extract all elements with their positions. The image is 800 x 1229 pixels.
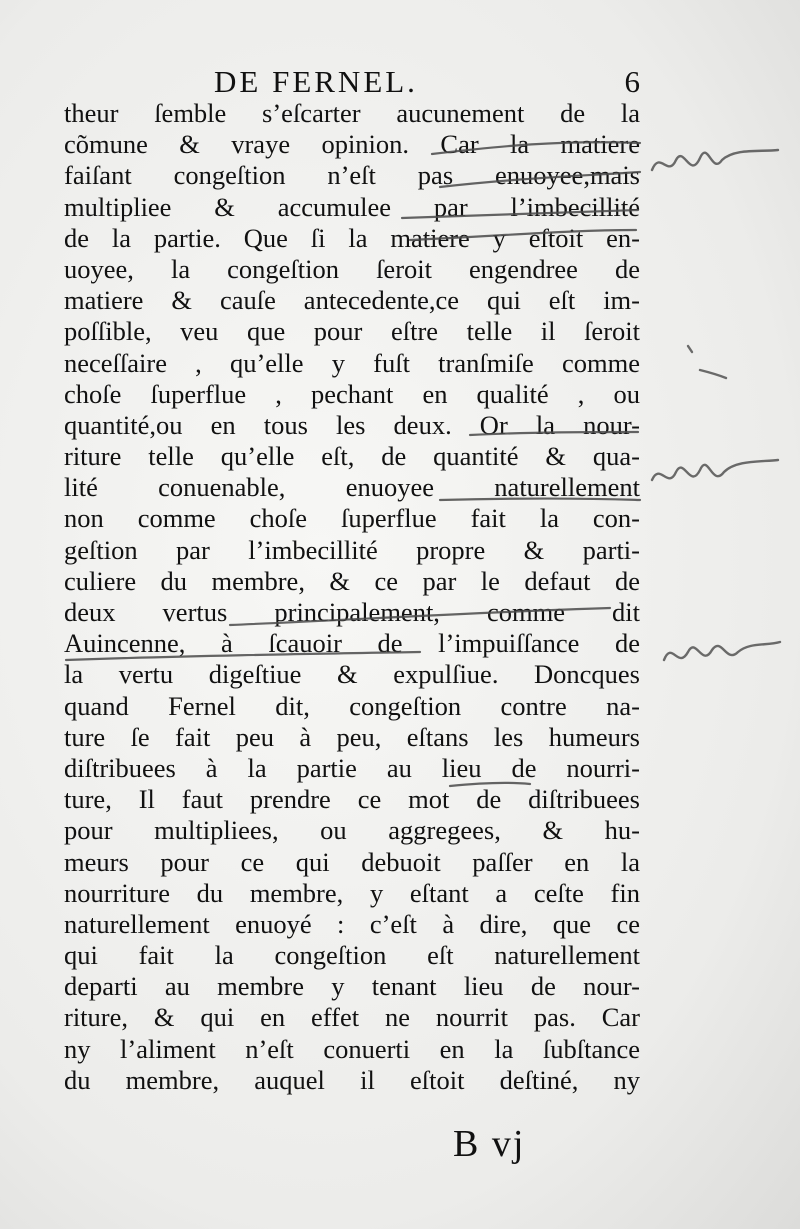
text-line: poſſible, veu que pour eſtre telle il ſeroit	[64, 316, 640, 347]
signature-mark: B vj	[453, 1123, 526, 1165]
text-line: du membre, auquel il eſtoit deſtiné, ny	[64, 1064, 640, 1095]
text-line: quantité,ou en tous les deux. Or la nour-	[64, 409, 640, 440]
margin-tick-mark	[700, 370, 726, 378]
text-line: la vertu digeſtiue & expulſiue. Doncques	[64, 659, 640, 690]
margin-tick-mark	[688, 346, 692, 352]
text-line: ny l’aliment n’eſt conuerti en la ſubſtance	[64, 1033, 640, 1064]
text-line: deux vertus principalement, comme dit	[64, 597, 640, 627]
text-line: theur ſemble s’eſcarter aucunement de la	[64, 98, 640, 128]
text-line: quand Fernel dit, congeſtion contre na-	[64, 690, 640, 721]
margin-nota-mark	[652, 460, 778, 480]
text-line: pour multipliees, ou aggregees, & hu-	[64, 815, 640, 846]
text-line: multipliee & accumulee par l’imbecillité	[64, 191, 640, 222]
body-text	[64, 98, 640, 1096]
text-line: diſtribuees à la partie au lieu de nourri-	[64, 752, 640, 783]
text-line: geſtion par l’imbecillité propre & parti-	[64, 534, 640, 565]
text-line: Auincenne, à ſcauoir de l’impuiſſance de	[64, 628, 640, 659]
text-line: uoyee, la congeſtion ſeroit engendree de	[64, 253, 640, 284]
margin-nota-mark	[652, 150, 778, 170]
text-line: choſe ſuperflue , pechant en qualité , ou	[64, 378, 640, 409]
margin-nota-mark	[664, 642, 780, 660]
text-line: non comme choſe ſuperflue fait la con-	[64, 503, 640, 534]
text-line: neceſſaire , qu’elle y fuſt tranſmiſe comme	[64, 347, 640, 378]
running-title: DE FERNEL.	[214, 64, 418, 99]
page-number: 6	[624, 64, 640, 99]
text-line: ture ſe fait peu à peu, eſtans les humeurs	[64, 721, 640, 752]
text-line: cõmune & vraye opinion. Car la matiere	[64, 129, 640, 160]
text-line: riture, & qui en effet ne nourrit pas. Car	[64, 1002, 640, 1033]
text-line: culiere du membre, & ce par le defaut de	[64, 565, 640, 596]
text-line: meurs pour ce qui debuoit paſſer en la	[64, 846, 640, 877]
text-line: qui fait la congeſtion eſt naturellement	[64, 940, 640, 971]
text-line: faiſant congeſtion n’eſt pas enuoyee,mais	[64, 160, 640, 191]
text-line: nourriture du membre, y eſtant a ceſte fin	[64, 877, 640, 908]
text-line: naturellement enuoyé : c’eſt à dire, que ce	[64, 908, 640, 939]
text-line: de la partie. Que ſi la matiere y eſtoit en-	[64, 222, 640, 253]
text-line: ture, Il faut prendre ce mot de diſtribuees	[64, 784, 640, 815]
text-line: departi au membre y tenant lieu de nour-	[64, 971, 640, 1002]
text-line: riture telle qu’elle eſt, de quantité & qua-	[64, 441, 640, 472]
text-line: matiere & cauſe antecedente,ce qui eſt im-	[64, 285, 640, 316]
text-line: lité conuenable, enuoyee naturellement	[64, 472, 640, 503]
